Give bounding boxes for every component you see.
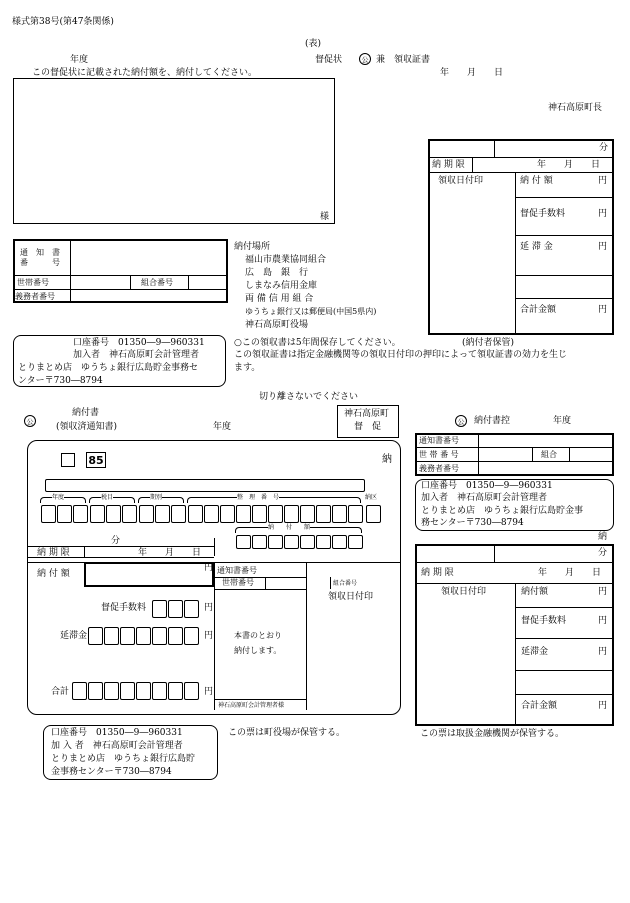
- slip-long-field: [45, 479, 365, 492]
- row-amount-unit: 円: [598, 176, 608, 186]
- account-branch-bottom: とりまとめ店 ゆうちょ銀行広島貯: [51, 754, 196, 764]
- stub-row-total-label: 合計金額: [521, 701, 558, 711]
- stub-notice-label: 通知書番号: [419, 436, 459, 445]
- stub-seal-mark: 公: [455, 415, 467, 427]
- stub-row-total-unit: 円: [598, 701, 608, 711]
- stub-account-holder: 加入者 神石高原町会計管理者: [421, 493, 548, 503]
- slip-fee-yen: 円: [204, 603, 214, 613]
- slip-bu: 分: [111, 536, 121, 546]
- slip-title: 納付書: [72, 408, 100, 418]
- row-amount-label: 納 付 額: [520, 176, 553, 186]
- household-number-label: 世帯番号: [17, 278, 49, 287]
- field-label-seiri: 整 理 番 号: [237, 494, 280, 501]
- slip-due-date: 年 月 日: [138, 548, 202, 558]
- validity-note-2: ます。: [234, 363, 261, 373]
- field-label-zeimoku: 税目: [101, 494, 114, 501]
- slip-fee-label: 督促手数料: [101, 603, 147, 613]
- addressee-box: [13, 78, 335, 224]
- payment-place-4: 両 備 信 用 組 合: [245, 294, 314, 304]
- field-label-nofugaku: 納 付 額: [268, 524, 311, 531]
- slip-due-label: 納 期 限: [37, 548, 70, 558]
- account-number-top: 口座番号 01350―9―960331: [73, 338, 205, 348]
- slip-note-2: 納付します。: [234, 646, 282, 655]
- slip-notice-number-label: 通知書番号: [217, 566, 257, 575]
- slip-code: 85: [86, 452, 106, 468]
- cut-line-note: 切り離さないでください: [259, 392, 359, 402]
- slip-checkbox: [61, 453, 75, 467]
- front-mark: (表): [305, 39, 322, 49]
- row-fee-label: 督促手数料: [520, 209, 566, 219]
- slip-subtitle: (領収済通知書): [56, 422, 118, 432]
- stub-row-late-unit: 円: [598, 647, 608, 657]
- notice-number-label: 通 知 書 番 号: [20, 248, 60, 268]
- row-late-unit: 円: [598, 242, 608, 252]
- stub-row-amount-unit: 円: [598, 587, 608, 597]
- stamp-label: 領収日付印: [438, 176, 484, 186]
- stub-obligor-label: 義務者番号: [419, 464, 459, 473]
- slip-late-label: 延滞金: [60, 631, 88, 641]
- stub-nendo: 年度: [553, 416, 572, 426]
- slip-nendo: 年度: [213, 422, 232, 432]
- form-number: 様式第38号(第47条関係): [12, 17, 114, 27]
- account-holder-top: 加入者 神石高原町会計管理者: [73, 350, 200, 360]
- bu-label: 分: [599, 143, 609, 153]
- payment-place-6: 神石高原町役場: [245, 320, 309, 330]
- slip-amount-label: 納 付 額: [37, 569, 70, 579]
- slip-stamp-label: 領収日付印: [328, 592, 374, 602]
- field-label-kibetsu: 期別: [150, 494, 163, 501]
- row-total-label: 合計金額: [520, 305, 557, 315]
- stub-keeper-note: この票は取扱金融機関が保管する。: [420, 729, 565, 739]
- nendo-label: 年度: [70, 55, 89, 65]
- payment-message: この督促状に記載された納付額を、納付してください。: [32, 68, 258, 78]
- stub-household-label: 世 帯 番 号: [419, 450, 459, 459]
- slip-stamp-line1: 神石高原町: [344, 409, 390, 419]
- stub-row-amount-label: 納付額: [521, 587, 549, 597]
- stub-account-center: 務センター〒730―8794: [421, 518, 524, 528]
- account-center-bottom: 金事務センター〒730―8794: [51, 767, 172, 777]
- due-date: 年 月 日: [537, 160, 601, 170]
- account-branch-top: とりまとめ店 ゆうちょ銀行広島貯金事務セ: [18, 363, 199, 373]
- stub-nou-mark: 納: [598, 532, 608, 542]
- slip-amount-yen: 円: [204, 563, 214, 573]
- slip-treasurer: 神石高原町会計管理者様: [218, 702, 285, 709]
- slip-union-small-label: 組合番号: [333, 580, 358, 587]
- title-left: 督促状: [315, 55, 343, 65]
- slip-total-label: 合計: [51, 687, 70, 697]
- official-seal-mark: 公: [359, 53, 371, 65]
- validity-note-1: この領収証書は指定金融機関等の領収日付印の押印によって領収証書の効力を生じ: [234, 350, 568, 360]
- slip-late-yen: 円: [204, 631, 214, 641]
- slip-keeper-note: この票は町役場が保管する。: [228, 728, 346, 738]
- account-holder-bottom: 加 入 者 神石高原町会計管理者: [51, 741, 183, 751]
- stub-title: 納付書控: [474, 416, 511, 426]
- stub-due-label: 納 期 限: [421, 568, 454, 578]
- stub-row-fee-unit: 円: [598, 616, 608, 626]
- keep-note: ○この領収書は5年間保存してください。: [234, 338, 401, 348]
- field-label-nouku: 納区: [365, 494, 378, 501]
- slip-amount-box: [84, 562, 214, 587]
- obligor-number-label: 義務者番号: [15, 292, 55, 301]
- field-label-nendo: 年度: [52, 494, 65, 501]
- union-number-label: 組合番号: [141, 278, 173, 287]
- payment-place-5: ゆうちょ銀行又は郵便局(中国5県内): [245, 307, 377, 316]
- stub-row-late-label: 延滞金: [521, 647, 549, 657]
- issuer-name: 神石高原町長: [548, 103, 603, 113]
- issue-date: 年 月 日: [440, 68, 504, 78]
- stub-stamp-label: 領収日付印: [441, 587, 487, 597]
- title-right: 兼 領収証書: [376, 55, 431, 65]
- payment-place-1: 福山市農業協同組合: [245, 255, 327, 265]
- due-label: 納 期 限: [432, 160, 465, 170]
- sama-label: 様: [320, 212, 330, 222]
- slip-seal-mark: 公: [24, 415, 36, 427]
- row-total-unit: 円: [598, 305, 608, 315]
- slip-stamp-line2: 督 促: [354, 422, 382, 432]
- slip-household-label: 世帯番号: [222, 578, 254, 587]
- slip-total-yen: 円: [204, 687, 214, 697]
- account-number-bottom: 口座番号 01350―9―960331: [51, 728, 183, 738]
- account-center-top: ンター〒730―8794: [18, 376, 103, 386]
- slip-nou-mark: 納: [382, 454, 392, 465]
- payment-place-3: しまなみ信用金庫: [245, 281, 318, 291]
- row-late-label: 延 滞 金: [520, 242, 553, 252]
- stub-account-number: 口座番号 01350―9―960331: [421, 481, 553, 491]
- payment-places-title: 納付場所: [234, 242, 271, 252]
- stub-row-fee-label: 督促手数料: [521, 616, 567, 626]
- keeper-label: (納付者保管): [462, 338, 515, 348]
- stub-union-label: 組合: [541, 450, 557, 459]
- stub-due-date: 年 月 日: [538, 568, 602, 578]
- stub-bu: 分: [598, 548, 608, 558]
- row-fee-unit: 円: [598, 209, 608, 219]
- slip-note-1: 本書のとおり: [234, 631, 282, 640]
- payment-place-2: 広 島 銀 行: [245, 268, 309, 278]
- stub-account-branch: とりまとめ店 ゆうちょ銀行広島貯金事: [421, 506, 584, 516]
